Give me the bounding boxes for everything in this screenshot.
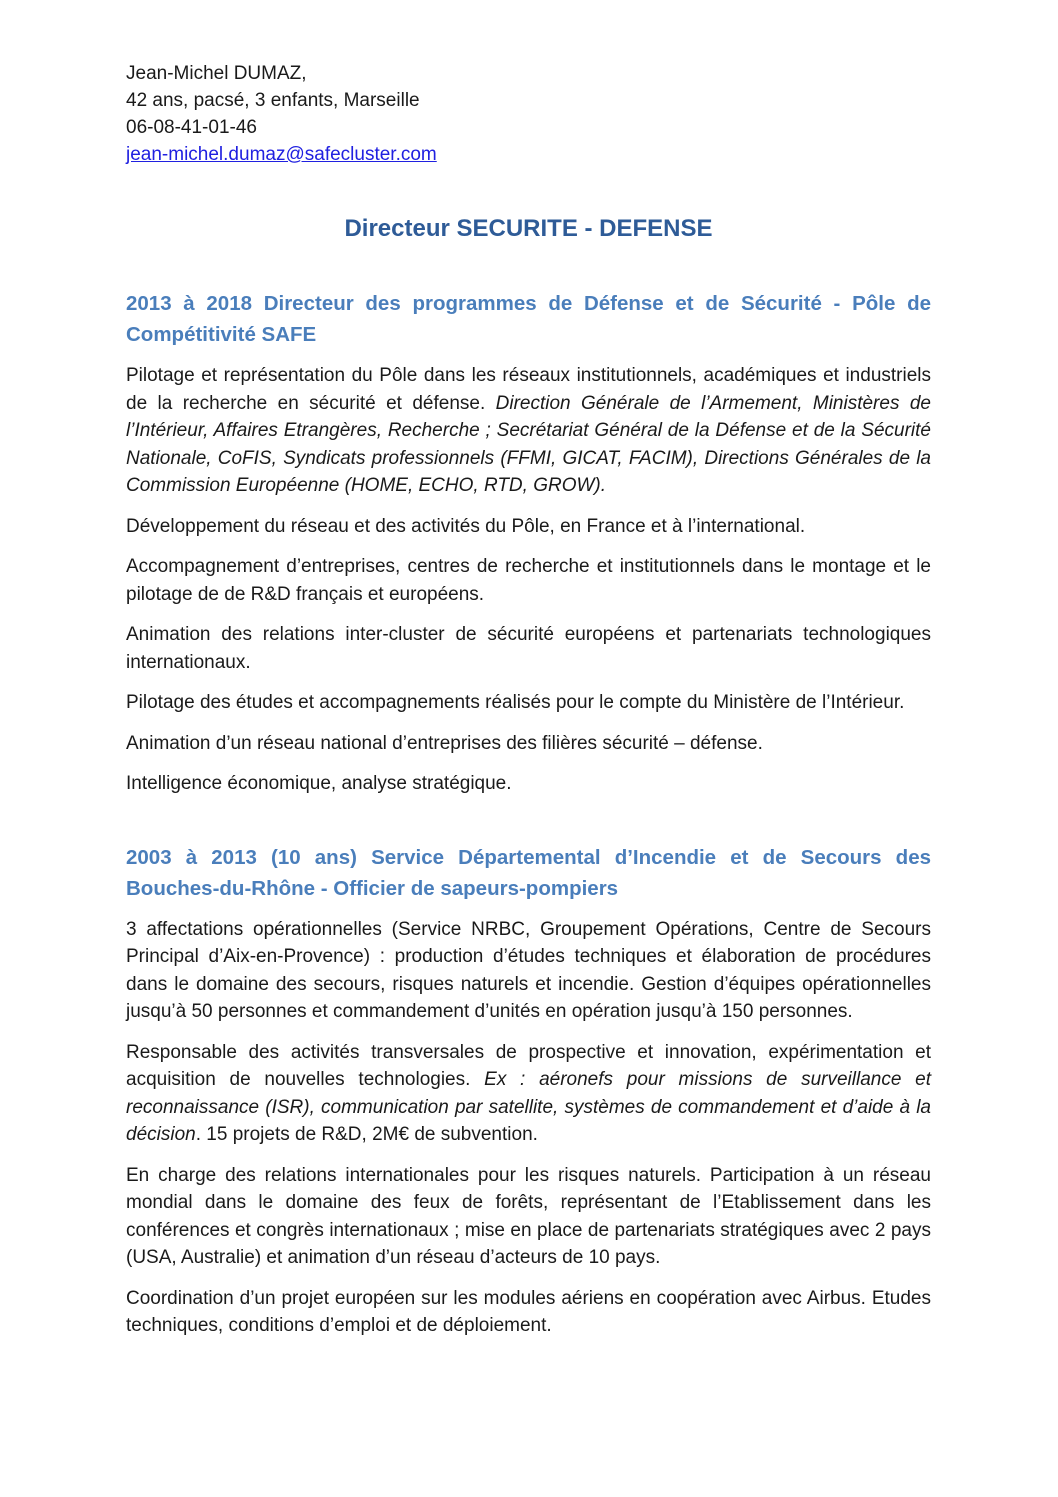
paragraph [126, 770, 931, 798]
text-run: Animation des relations inter-cluster de sécurité européens et partenariats technologiques internationaux. [126, 624, 937, 673]
text-run: Développement du réseau et des activités du Pôle, en France et à l’international. [126, 515, 806, 537]
paragraph [126, 553, 937, 608]
paragraph [126, 916, 937, 1026]
section-heading: 2013 à 2018 Directeur des programmes de Défense et de Sécurité - Pôle de Compétitivité SAFE [126, 292, 931, 346]
paragraph [126, 513, 931, 541]
text-run: Animation d’un réseau national d’entreprises des filières sécurité – défense. [126, 732, 763, 754]
text-run: Coordination d’un projet européen sur les modules aériens en coopération avec Airbus. Etudes techniques, conditions d’emploi et de déploiement. [126, 1287, 937, 1336]
contact-name: Jean-Michel DUMAZ, [126, 63, 307, 84]
paragraph [126, 362, 937, 500]
experience-section [126, 842, 937, 1340]
section-heading: 2003 à 2013 (10 ans) Service Départemental d’Incendie et de Secours des Bouches-du-Rhône - Officier de sapeurs-pompiers [126, 845, 931, 900]
text-run: . 15 projets de R&D, 2M€ de subvention. [195, 1124, 538, 1145]
italic-text-run: Direction Générale de l’Armement, Ministères de l’Intérieur, Affaires Etrangères, Recherche ; Secrétariat Général de la Défense et de la Sécurité Nationale, CoFIS, Syndicats professionnels (FFMI, GICAT, FACIM), Directions Générales de la Commission Européenne (HOME, ECHO, RTD, GROW). [126, 392, 937, 496]
paragraph [126, 1039, 937, 1149]
paragraph [126, 621, 937, 676]
text-run: Pilotage des études et accompagnements réalisés pour le compte du Ministère de l’Intérieur. [126, 692, 905, 713]
contact-phone: 06-08-41-01-46 [126, 117, 257, 138]
document-title: Directeur SECURITE - DEFENSE [344, 215, 713, 242]
contact-personal-info: 42 ans, pacsé, 3 enfants, Marseille [126, 90, 420, 111]
paragraph [126, 1162, 937, 1272]
paragraph [126, 1285, 937, 1340]
text-run: En charge des relations internationales pour les risques naturels. Participation à un réseau mondial dans le domaine des feux de forêts, représentant de l’Etablissement dans les conférences et congrès internationaux ; mise en place de partenariats stratégiques avec 2 pays (USA, Australie) et animation d’un réseau d’acteurs de 10 pays. [126, 1164, 937, 1268]
text-run: Intelligence économique, analyse stratégique. [126, 773, 512, 794]
paragraph [126, 730, 931, 758]
contact-header [126, 60, 931, 168]
sections [126, 288, 937, 1340]
paragraph [126, 689, 931, 717]
text-run: Pilotage et représentation du Pôle dans les réseaux institutionnels, académiques et industriels de la recherche en sécurité et défense. [126, 365, 937, 414]
experience-section [126, 288, 937, 798]
text-run: Responsable des activités transversales de prospective et innovation, expérimentation et acquisition de nouvelles technologies. [126, 1041, 937, 1090]
text-run: 3 affectations opérationnelles (Service NRBC, Groupement Opérations, Centre de Secours Principal d’Aix-en-Provence) : production d’études techniques et élaboration de procédures dans le domaine des secours, risques naturels et incendie. Gestion d’équipes opérationnelles jusqu’à 50 personnes et commandement d’unités en opération jusqu’à 150 personnes. [126, 918, 937, 1022]
contact-email-link[interactable]: jean-michel.dumaz@safecluster.com [126, 144, 437, 165]
italic-text-run: Ex : aéronefs pour missions de surveillance et reconnaissance (ISR), communication par satellite, systèmes de commandement et d’aide à la décision [126, 1069, 937, 1145]
text-run: Accompagnement d’entreprises, centres de recherche et institutionnels dans le montage et le pilotage de de R&D français et européens. [126, 556, 937, 605]
